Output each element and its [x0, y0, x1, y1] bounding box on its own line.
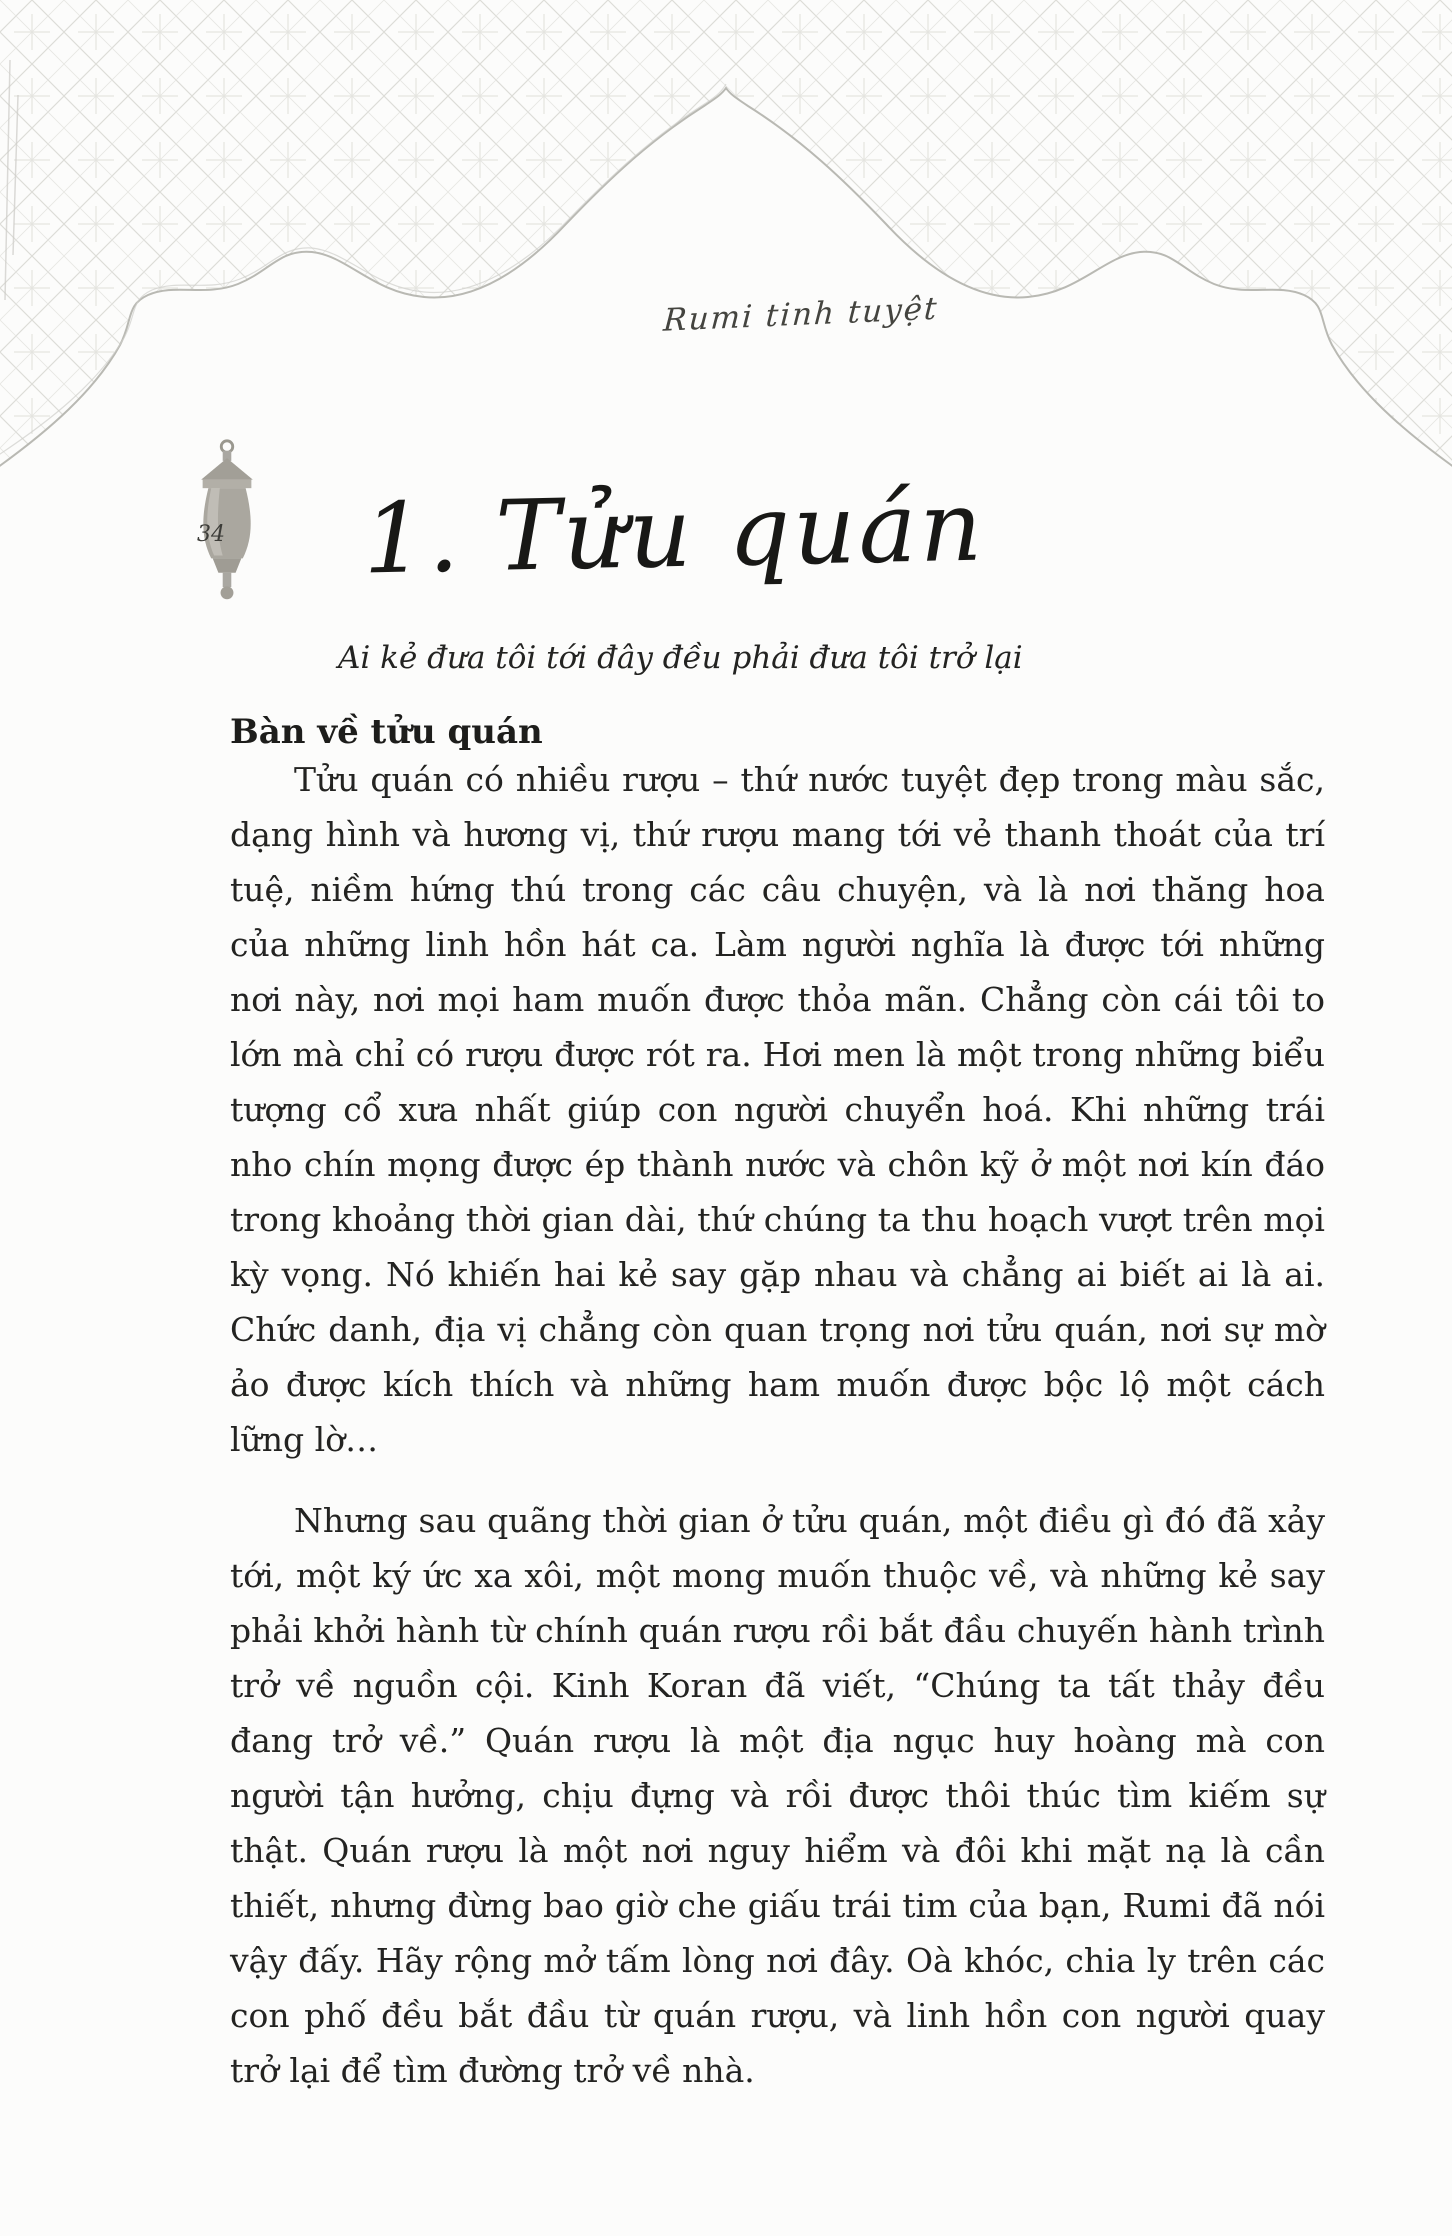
lantern-icon — [183, 438, 271, 610]
body-paragraph: Nhưng sau quãng thời gian ở tửu quán, một điều gì đó đã xảy tới, một ký ức xa xôi, một mong muốn thuộc về, và những kẻ say phải khởi hành từ chính quán rượu rồi bắt đầu chuyến hành trình trở về nguồn cội. Kinh Koran đã viết, “Chúng ta tất thảy đều đang trở về.” Quán rượu là một địa ngục huy hoàng mà con người tận hưởng, chịu đựng và rồi được thôi thúc tìm kiếm sự thật. Quán rượu là một nơi nguy hiểm và đôi khi mặt nạ là cần thiết, nhưng đừng bao giờ che giấu trái tim của bạn, Rumi đã nói vậy đấy. Hãy rộng mở tấm lòng nơi đây. Oà khóc, chia ly trên các con phố đều bắt đầu từ quán rượu, và linh hồn con người quay trở lại để tìm đường trở về nhà. — [230, 1501, 1325, 2090]
chapter-header — [183, 438, 985, 610]
chapter-title: 1. Tửu quán — [362, 469, 987, 595]
handwritten-book-title: Rumi tinh tuyệt — [662, 290, 940, 339]
page-content — [230, 640, 1325, 2098]
decorative-header — [0, 0, 1452, 640]
page-number: 34 — [197, 522, 225, 547]
epigraph: Ai kẻ đưa tôi tới đây đều phải đưa tôi trở lại — [338, 640, 1023, 676]
body-paragraph: Tửu quán có nhiều rượu – thứ nước tuyệt đẹp trong màu sắc, dạng hình và hương vị, thứ rượu mang tới vẻ thanh thoát của trí tuệ, niềm hứng thú trong các câu chuyện, và là nơi thăng hoa của những linh hồn hát ca. Làm người nghĩa là được tới những nơi này, nơi mọi ham muốn được thỏa mãn. Chẳng còn cái tôi to lớn mà chỉ có rượu được rót ra. Hơi men là một trong những biểu tượng cổ xưa nhất giúp con người chuyển hoá. Khi những trái nho chín mọng được ép thành nước và chôn kỹ ở một nơi kín đáo trong khoảng thời gian dài, thứ chúng ta thu hoạch vượt trên mọi kỳ vọng. Nó khiến hai kẻ say gặp nhau và chẳng ai biết ai là ai. Chức danh, địa vị chẳng còn quan trọng nơi tửu quán, nơi sự mờ ảo được kích thích và những ham muốn được bộc lộ một cách lững lờ… — [230, 760, 1325, 1459]
section-heading: Bàn về tửu quán — [230, 712, 543, 752]
